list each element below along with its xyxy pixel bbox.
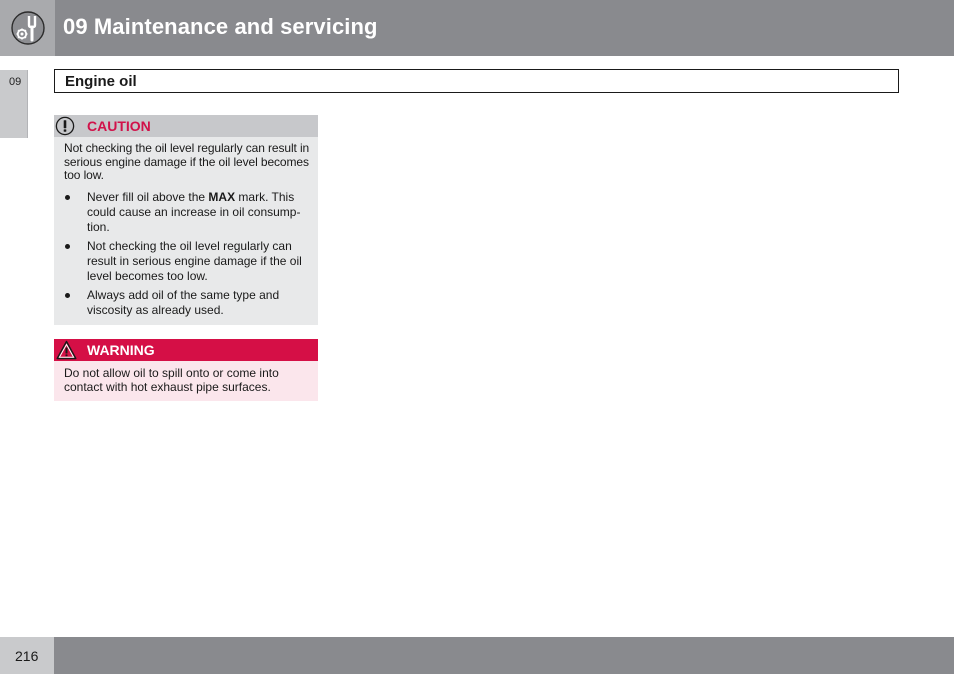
bullet-dot-icon bbox=[65, 244, 70, 249]
bullet-dot-icon bbox=[65, 293, 70, 298]
wrench-gear-icon bbox=[10, 10, 46, 46]
chapter-tab bbox=[0, 70, 28, 138]
exclamation-icon bbox=[54, 115, 76, 137]
caution-label: CAUTION bbox=[87, 118, 151, 134]
caution-body bbox=[54, 137, 318, 318]
warning-triangle-icon bbox=[55, 339, 77, 361]
caution-bullet: Always add oil of the same type and viscosity as already used. bbox=[64, 288, 310, 318]
warning-header bbox=[54, 339, 318, 361]
warning-body: Do not allow oil to spill onto or come into contact with hot exhaust pipe surfaces. bbox=[64, 366, 279, 394]
caution-box bbox=[54, 115, 318, 325]
warning-label: WARNING bbox=[87, 342, 155, 358]
section-title: Engine oil bbox=[65, 73, 137, 90]
header-icon-box bbox=[0, 0, 55, 56]
warning-box bbox=[54, 339, 318, 401]
caution-intro: Not checking the oil level regularly can result in serious engine damage if the oil level becomes too low. bbox=[64, 141, 310, 182]
footer-bar bbox=[54, 637, 954, 674]
header-bar bbox=[0, 0, 954, 56]
caution-bullet-list bbox=[64, 190, 310, 318]
caution-header bbox=[54, 115, 318, 137]
bullet-dot-icon bbox=[65, 195, 70, 200]
chapter-tab-label: 09 bbox=[9, 76, 22, 88]
page-number: 216 bbox=[15, 648, 39, 664]
section-heading-box bbox=[54, 69, 899, 93]
page-title: 09 Maintenance and servicing bbox=[63, 14, 378, 39]
footer-page-box bbox=[0, 637, 54, 674]
caution-bullet: Never fill oil above the MAX mark. This could cause an increase in oil consump-tion. bbox=[64, 190, 310, 235]
caution-bullet: Not checking the oil level regularly can result in serious engine damage if the oil level becomes too low. bbox=[64, 239, 310, 284]
